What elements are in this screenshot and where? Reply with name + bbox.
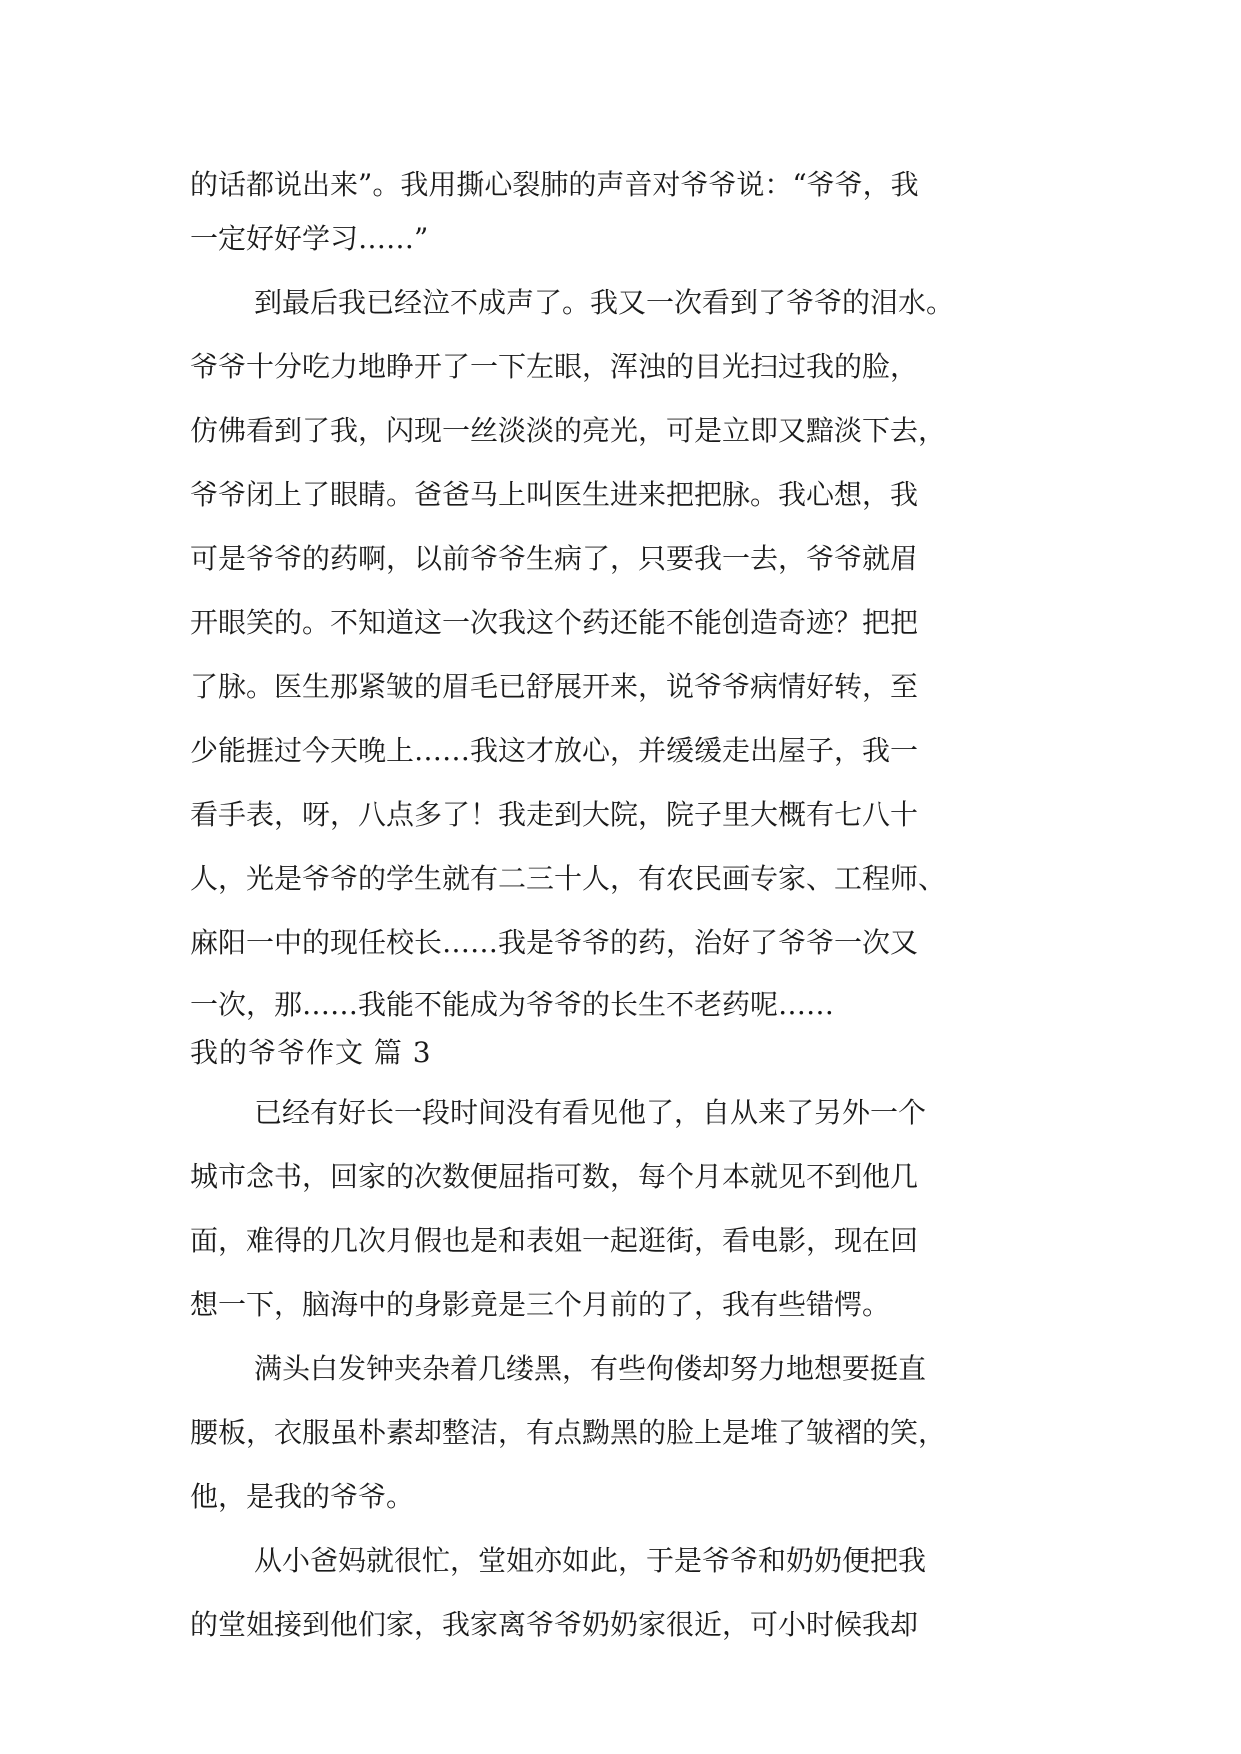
text-line: 他，是我的爷爷。	[190, 1480, 415, 1513]
text-line: 爷爷闭上了眼睛。爸爸马上叫医生进来把把脉。我心想，我	[190, 478, 919, 511]
text-line: 了脉。医生那紧皱的眉毛已舒展开来，说爷爷病情好转，至	[190, 670, 919, 703]
text-line: 腰板，衣服虽朴素却整洁，有点黝黑的脸上是堆了皱褶的笑，	[190, 1416, 947, 1449]
text-line: 少能捱过今天晚上……我这才放心，并缓缓走出屋子，我一	[190, 734, 919, 767]
text-line: 看手表，呀，八点多了！我走到大院，院子里大概有七八十	[190, 798, 919, 831]
text-line: 城市念书，回家的次数便屈指可数，每个月本就见不到他几	[190, 1160, 919, 1193]
text-line: 想一下，脑海中的身影竟是三个月前的了，我有些错愕。	[190, 1288, 891, 1321]
text-line: 的话都说出来”。我用撕心裂肺的声音对爷爷说：“爷爷，我	[190, 168, 919, 201]
text-line: 人，光是爷爷的学生就有二三十人，有农民画专家、工程师、	[190, 862, 947, 895]
text-line: 一定好好学习……”	[190, 222, 429, 255]
text-line: 麻阳一中的现任校长……我是爷爷的药，治好了爷爷一次又	[190, 926, 919, 959]
text-line: 爷爷十分吃力地睁开了一下左眼，浑浊的目光扫过我的脸，	[190, 350, 919, 383]
text-line: 一次，那……我能不能成为爷爷的长生不老药呢……	[190, 988, 835, 1021]
text-line: 的堂姐接到他们家，我家离爷爷奶奶家很近，可小时候我却	[190, 1608, 919, 1641]
paragraph-start: 到最后我已经泣不成声了。我又一次看到了爷爷的泪水。	[254, 286, 955, 319]
text-line: 面，难得的几次月假也是和表姐一起逛街，看电影，现在回	[190, 1224, 919, 1257]
paragraph-start: 已经有好长一段时间没有看见他了，自从来了另外一个	[254, 1096, 927, 1129]
section-heading: 我的爷爷作文 篇 3	[190, 1036, 432, 1069]
paragraph-start: 从小爸妈就很忙，堂姐亦如此，于是爷爷和奶奶便把我	[254, 1544, 927, 1577]
paragraph-start: 满头白发钟夹杂着几缕黑，有些佝偻却努力地想要挺直	[254, 1352, 927, 1385]
text-line: 开眼笑的。不知道这一次我这个药还能不能创造奇迹？把把	[190, 606, 919, 639]
text-line: 仿佛看到了我，闪现一丝淡淡的亮光，可是立即又黯淡下去，	[190, 414, 947, 447]
text-line: 可是爷爷的药啊，以前爷爷生病了，只要我一去，爷爷就眉	[190, 542, 919, 575]
